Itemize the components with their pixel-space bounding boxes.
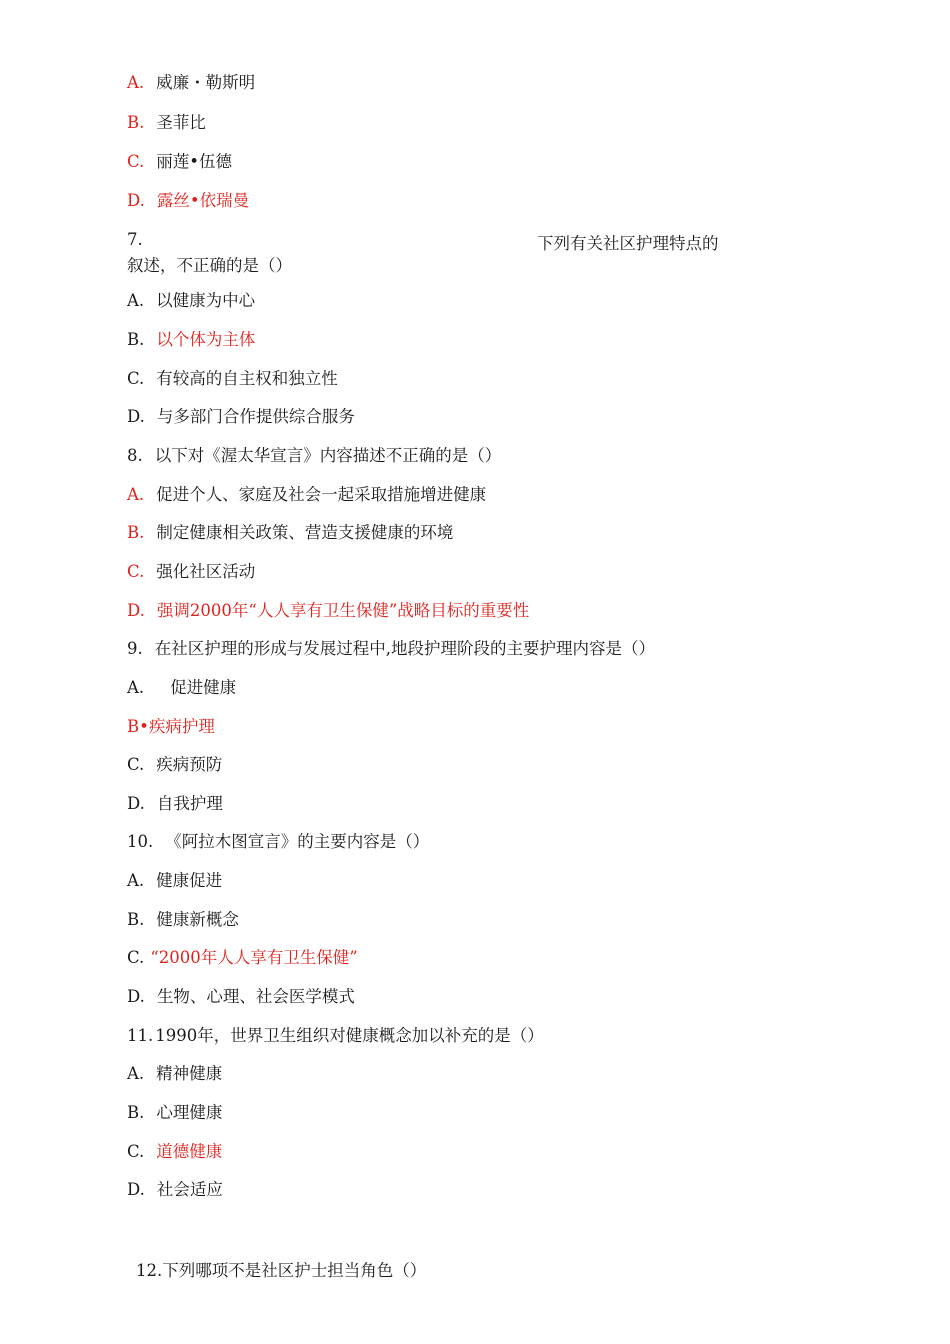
option-text: 威廉・勒斯明: [156, 73, 256, 92]
q8-option-b: [127, 522, 453, 544]
q7-text-part1: 下列有关社区护理特点的: [537, 234, 719, 253]
option-text: 有较高的自主权和独立性: [156, 369, 338, 388]
q7-option-b: [127, 329, 255, 351]
q9-stem: [127, 638, 655, 660]
option-label: C.: [127, 152, 145, 171]
option-text: 精神健康: [156, 1064, 223, 1083]
option-text: 强调2000年“人人享有卫生保健”战略目标的重要性: [156, 601, 530, 620]
option-text: 疾病护理: [148, 717, 215, 736]
option-text: 促进健康: [170, 678, 237, 697]
q8-option-d: [127, 600, 529, 622]
option-label: A.: [127, 871, 145, 890]
option-text: 疾病预防: [156, 755, 223, 774]
q7-option-a: [127, 290, 255, 312]
option-text: 圣菲比: [156, 113, 206, 132]
question-text: 1990年，世界卫生组织对健康概念加以补充的是（）: [155, 1026, 544, 1045]
option-text: 露丝•依瑞曼: [156, 191, 250, 210]
option-label: C.: [127, 948, 145, 967]
q8-option-c: [127, 561, 255, 583]
question-number: 12.: [136, 1261, 163, 1280]
q9-option-c: [127, 754, 222, 776]
q10-option-d: [127, 986, 355, 1008]
question-number: 10.: [127, 832, 154, 851]
q9-option-b: [127, 716, 215, 738]
q7-number: 7.: [127, 230, 143, 249]
q10-option-c: [127, 947, 358, 969]
option-text: 以健康为中心: [156, 291, 256, 310]
option-label: A.: [127, 1064, 145, 1083]
option-label: A.: [127, 678, 145, 697]
option-text: 与多部门合作提供综合服务: [156, 407, 355, 426]
option-label: B.: [127, 113, 145, 132]
option-label: D.: [127, 601, 145, 620]
option-label: C.: [127, 1142, 145, 1161]
question-text: 以下对《渥太华宣言》内容描述不正确的是（）: [154, 446, 502, 465]
option-text: 强化社区活动: [156, 562, 256, 581]
question-number: 11.: [127, 1026, 154, 1045]
q8-option-a: [127, 484, 486, 506]
q12-stem: [136, 1260, 426, 1282]
option-label: B•: [127, 717, 149, 736]
q11-option-a: [127, 1063, 222, 1085]
question-number: 8.: [127, 446, 143, 465]
option-text: 道德健康: [156, 1142, 223, 1161]
option-label: C.: [127, 562, 145, 581]
option-label: B.: [127, 330, 145, 349]
option-text: 生物、心理、社会医学模式: [156, 987, 355, 1006]
q11-stem: [127, 1025, 544, 1047]
option-label: D.: [127, 1180, 145, 1199]
option-text: 自我护理: [156, 794, 223, 813]
option-text: 促进个人、家庭及社会一起采取措施增进健康: [156, 485, 487, 504]
q9-option-d: [127, 793, 223, 815]
q6-option-a: [127, 72, 255, 94]
option-label: D.: [127, 191, 145, 210]
option-label: B.: [127, 1103, 145, 1122]
q7-option-c: [127, 368, 338, 390]
q6-option-c: [127, 151, 232, 173]
option-label: C.: [127, 369, 145, 388]
option-text: 健康促进: [156, 871, 223, 890]
q7-text-part2: 叙述，不正确的是（）: [127, 256, 292, 275]
option-label: A.: [127, 291, 145, 310]
q6-option-b: [127, 112, 206, 134]
option-text: 心理健康: [156, 1103, 223, 1122]
option-text: 社会适应: [156, 1180, 223, 1199]
option-text: 以个体为主体: [156, 330, 256, 349]
q9-option-a: [127, 677, 236, 699]
q10-stem: [127, 831, 429, 853]
option-label: D.: [127, 407, 145, 426]
q8-stem: [127, 445, 501, 467]
option-label: B.: [127, 910, 145, 929]
option-text: 制定健康相关政策、营造支援健康的环境: [156, 523, 454, 542]
option-text: 丽莲•伍德: [156, 152, 233, 171]
question-text: 《阿拉木图宣言》的主要内容是（）: [165, 832, 430, 851]
q7-option-d: [127, 406, 355, 428]
option-label: D.: [127, 987, 145, 1006]
q11-option-c: [127, 1141, 222, 1163]
option-label: C.: [127, 755, 145, 774]
option-label: A.: [127, 485, 145, 504]
option-label: A.: [127, 73, 145, 92]
q11-option-b: [127, 1102, 222, 1124]
question-text: 下列哪项不是社区护士担当角色（）: [162, 1261, 427, 1280]
q11-option-d: [127, 1179, 223, 1201]
question-text: 在社区护理的形成与发展过程中,地段护理阶段的主要护理内容是（）: [154, 639, 655, 658]
q10-option-a: [127, 870, 222, 892]
option-text: “2000年人人享有卫生保健”: [150, 948, 358, 967]
option-label: B.: [127, 523, 145, 542]
question-number: 9.: [127, 639, 143, 658]
option-label: D.: [127, 794, 145, 813]
option-text: 健康新概念: [156, 910, 239, 929]
q10-option-b: [127, 909, 239, 931]
q6-option-d: [127, 190, 249, 212]
